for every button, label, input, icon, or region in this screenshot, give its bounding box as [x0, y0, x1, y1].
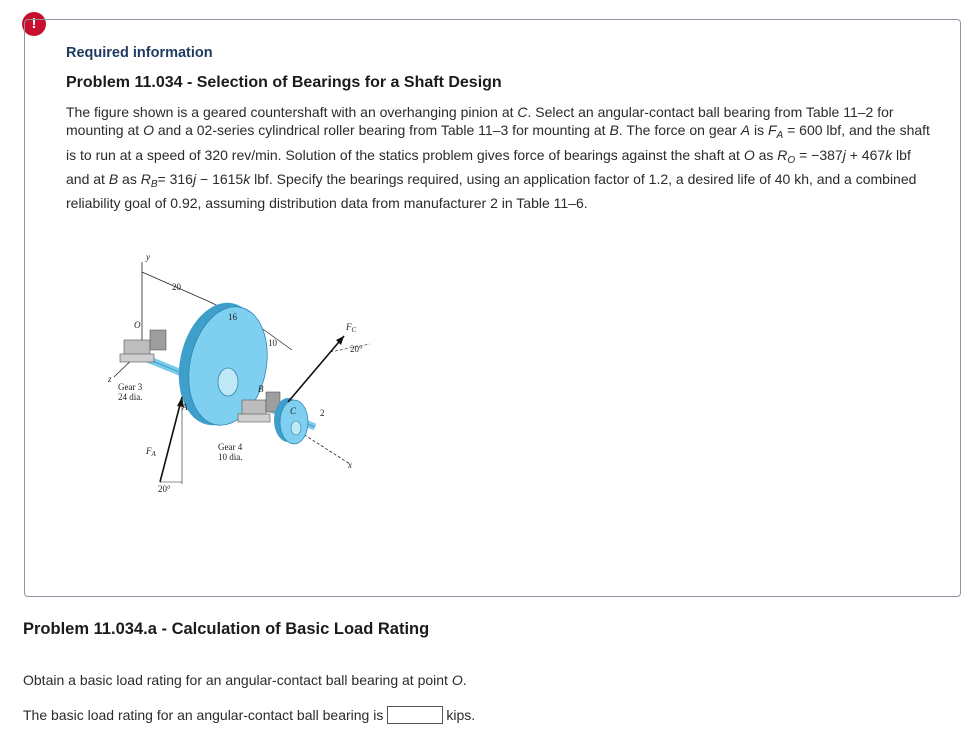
dim-16: 16: [228, 312, 237, 322]
label-fa: $F_A$: [146, 446, 156, 458]
problem-title: Problem 11.034 - Selection of Bearings for a Shaft Design: [66, 74, 502, 91]
bearing-o: [120, 330, 166, 362]
required-info-heading: Required information: [66, 45, 213, 61]
gear3-label-line1: Gear 3: [118, 382, 143, 392]
label-fc: $F_C$: [346, 322, 357, 334]
dim-20: 20: [172, 282, 181, 292]
dim-10: 10: [268, 338, 277, 348]
alert-icon: !: [22, 12, 46, 36]
gear4-label-line1: Gear 4: [218, 442, 243, 452]
answer-prefix: The basic load rating for an angular-contact ball bearing is: [23, 707, 384, 723]
label-x: x: [348, 460, 352, 470]
label-2: 2: [320, 408, 325, 418]
label-y: y: [146, 252, 150, 262]
problem-statement: The figure shown is a geared countershaft with an overhanging pinion at C. Select an angular-contact ball bearing from Table 11–2 for mounting at O and a 02-series cylindrical roller bearing from Table 11–3 for mounting at B. The force on gear A is $F_A = 600$ lbf, and the shaft is to run at a speed of 320 rev/min. Solution of the statics problem gives force of bearings against the shaft at O as $R_O = -387j + 467k$ lbf and at B as $R_B= 316j - 1615k$ lbf. Specify the bearings required, using an application factor of 1.2, a desired life of 40 kh, and a combined reliability goal of 0.92, assuming distribution data from manufacturer 2 in Table 11–6.: [66, 104, 930, 212]
label-z: z: [108, 374, 112, 384]
sub-problem-statement: Obtain a basic load rating for an angular-contact ball bearing at point O.: [23, 672, 467, 688]
force-fa-arrow: [160, 397, 182, 482]
answer-unit: kips.: [446, 707, 476, 723]
label-c: C: [290, 406, 297, 416]
label-o: O: [134, 320, 141, 330]
answer-row: [23, 706, 475, 724]
force-fc-arrow: [288, 336, 344, 402]
label-b: B: [258, 384, 264, 394]
countershaft-figure: [100, 232, 400, 496]
sub-problem-title: Problem 11.034.a - Calculation of Basic Load Rating: [23, 620, 430, 638]
basic-load-rating-input[interactable]: [387, 706, 443, 724]
gear4-label-line2: 10 dia.: [218, 452, 243, 462]
x-axis: [300, 432, 350, 464]
gear-4: [274, 398, 308, 444]
angle-top: 20°: [350, 344, 363, 354]
gear3-label-line2: 24 dia.: [118, 392, 143, 402]
angle-bottom: 20°: [158, 484, 171, 494]
label-a: A: [182, 402, 188, 412]
